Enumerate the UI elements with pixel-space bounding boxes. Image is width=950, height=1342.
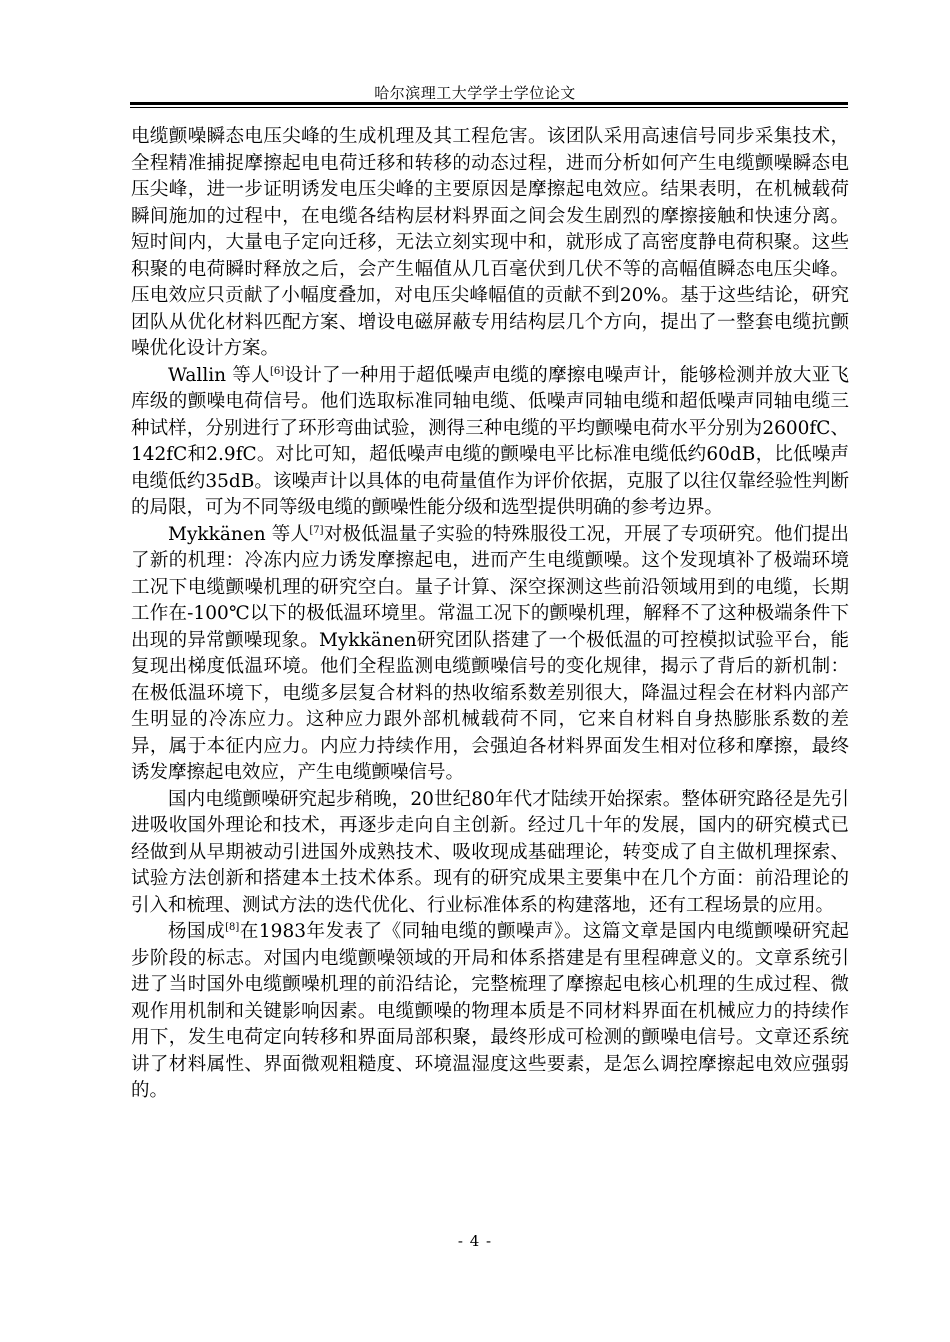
paragraph-5-body: 在1983年发表了《同轴电缆的颤噪声》。这篇文章是国内电缆颤噪研究起步阶段的标志。对国内电缆颤噪领域的开局和体系搭建是有里程碑意义的。文章系统引进了当时国外电缆颤噪机理的前沿结论，完整梳理了摩擦起电核心机理的生成过程、微观作用机制和关键影响因素。电缆颤噪的物理本质是不同材料界面在机械应力的持续作用下，发生电荷定向转移和界面局部积聚，最终形成可检测的颤噪电信号。文章还系统讲了材料属性、界面微观粗糙度、环境温湿度这些要素，是怎么调控摩擦起电效应强弱的。 bbox=[131, 921, 849, 1101]
body-text bbox=[131, 124, 849, 1105]
paragraph-2-wallin bbox=[131, 363, 849, 522]
citation-6: [6] bbox=[269, 365, 285, 377]
running-header-title: 哈尔滨理工大学学士学位论文 bbox=[374, 84, 576, 102]
header-rule-thick bbox=[130, 102, 848, 105]
paragraph-3-body: 对极低温量子实验的特殊服役工况，开展了专项研究。他们提出了新的机理：冷冻内应力诱发摩擦起电，进而产生电缆颤噪。这个发现填补了极端环境工况下电缆颤噪机理的研究空白。量子计算、深空探测这些前沿领域用到的电缆，长期工作在-100℃以下的极低温环境里。常温工况下的颤噪机理，解释不了这种极端条件下出现的异常颤噪现象。Mykkänen研究团队搭建了一个极低温的可控模拟试验平台，能复现出梯度低温环境。他们全程监测电缆颤噪信号的变化规律，揭示了背后的新机制：在极低温环境下，电缆多层复合材料的热收缩系数差别很大，降温过程会在材料内部产生明显的冷冻应力。这种应力跟外部机械载荷不同，它来自材料自身热膨胀系数的差异，属于本征内应力。内应力持续作用，会强迫各材料界面发生相对位移和摩擦，最终诱发摩擦起电效应，产生电缆颤噪信号。 bbox=[131, 523, 849, 783]
paragraph-3-mykkanen bbox=[131, 522, 849, 787]
citation-8: [8] bbox=[225, 922, 240, 933]
paragraph-4-domestic-research: 国内电缆颤噪研究起步稍晚，20世纪80年代才陆续开始探索。整体研究路径是先引进吸收国外理论和技术，再逐步走向自主创新。经过几十年的发展，国内的研究模式已经做到从早期被动引进国外成熟技术、吸收现成基础理论，转变成了自主做机理探索、试验方法创新和搭建本土技术体系。现有的研究成果主要集中在几个方面：前沿理论的引入和梳理、测试方法的迭代优化、行业标准体系的构建落地，还有工程场景的应用。 bbox=[131, 788, 849, 916]
paragraph-5-lead: 杨国成 bbox=[168, 921, 226, 942]
paragraph-2-lead: Wallin 等人 bbox=[168, 364, 270, 386]
paragraph-1-continuation: 电缆颤噪瞬态电压尖峰的生成机理及其工程危害。该团队采用高速信号同步采集技术，全程精准捕捉摩擦起电电荷迁移和转移的动态过程，进而分析如何产生电缆颤噪瞬态电压尖峰，进一步证明诱发电压尖峰的主要原因是摩擦起电效应。结果表明，在机械载荷瞬间施加的过程中，在电缆各结构层材料界面之间会发生剧烈的摩擦接触和快速分离。短时间内，大量电子定向迁移，无法立刻实现中和，就形成了高密度静电荷积聚。这些积聚的电荷瞬时释放之后，会产生幅值从几百毫伏到几伏不等的高幅值瞬态电压尖峰。压电效应只贡献了小幅度叠加，对电压尖峰幅值的贡献不到20%。基于这些结论，研究团队从优化材料匹配方案、增设电磁屏蔽专用结构层几个方向，提出了一整套电缆抗颤噪优化设计方案。 bbox=[131, 126, 849, 359]
paragraph-2-body: 设计了一种用于超低噪声电缆的摩擦电噪声计，能够检测并放大亚飞库级的颤噪电荷信号。他们选取标准同轴电缆、低噪声同轴电缆和超低噪声同轴电缆三种试样，分别进行了环形弯曲试验，测得三种电缆的平均颤噪电荷水平分别为2600fC、142fC和2.9fC。对比可知，超低噪声电缆的颤噪电平比标准电缆低约60dB，比低噪声电缆低约35dB。该噪声计以具体的电荷量值作为评价依据，克服了以往仅靠经验性判断的局限，可为不同等级电缆的颤噪性能分级和选型提供明确的参考边界。 bbox=[131, 364, 849, 518]
paragraph-5-yang bbox=[131, 919, 849, 1105]
header-rule-thin bbox=[130, 107, 848, 108]
paragraph-3-lead: Mykkänen 等人 bbox=[168, 523, 310, 545]
page-number: - 4 - bbox=[457, 1232, 493, 1250]
citation-7: [7] bbox=[309, 524, 324, 536]
